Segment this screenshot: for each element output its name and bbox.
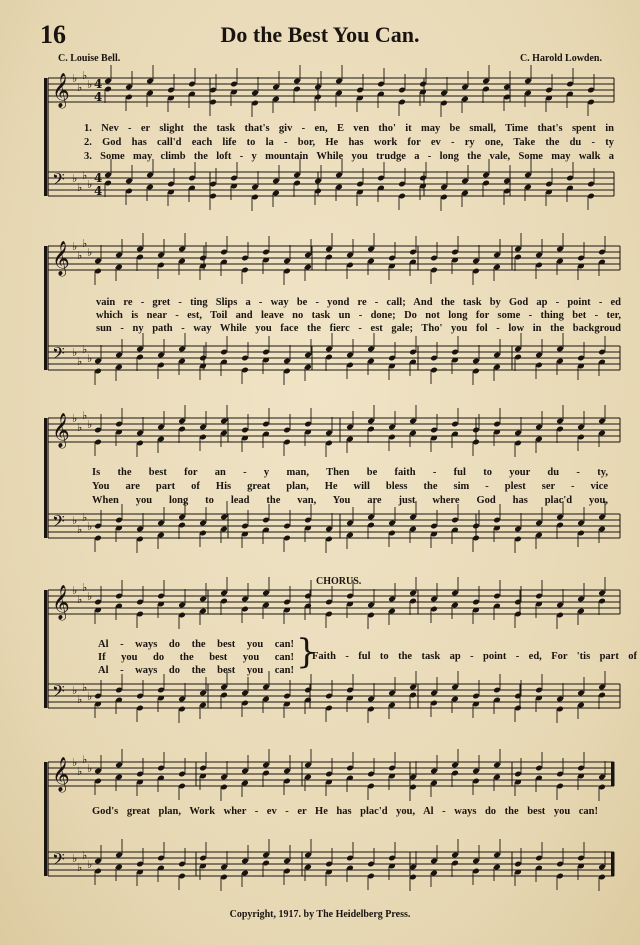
verse-line-2: which is near - est, Toil and leave no task un - done; Do not long for some - thing bet - ter,	[96, 310, 621, 321]
bass-clef-icon: 𝄢	[52, 511, 65, 535]
flat-icon: ♭	[82, 343, 88, 356]
flat-icon: ♭	[72, 72, 78, 85]
final-barline	[611, 762, 614, 786]
verse-line-3: 3. Some may climb the loft - y mountain While you trudge a - long the vale, Some may walk a	[84, 151, 614, 162]
treble-clef-icon: 𝄞	[52, 585, 70, 620]
flat-icon: ♭	[77, 249, 83, 262]
system-bracket	[44, 590, 47, 708]
chorus-verse-lines	[98, 638, 294, 677]
treble-clef-icon: 𝄞	[52, 757, 70, 792]
flat-icon: ♭	[87, 78, 93, 91]
bass-clef-icon: 𝄢	[52, 343, 65, 367]
system-bracket	[44, 78, 47, 196]
system-bracket	[44, 246, 47, 370]
composer-credit: C. Harold Lowden.	[519, 53, 602, 64]
flat-icon: ♭	[82, 169, 88, 182]
flat-icon: ♭	[72, 852, 78, 865]
system-bracket	[44, 762, 47, 876]
verse-line-1: 1. Nev - er slight the task that's giv - en, E ven tho' it may be small, Time that's spent in	[84, 123, 614, 134]
flat-icon: ♭	[82, 409, 88, 422]
flat-icon: ♭	[87, 858, 93, 871]
flat-icon: ♭	[82, 69, 88, 82]
chorus-brace: }	[296, 632, 318, 672]
system-bracket	[44, 418, 47, 538]
flat-icon: ♭	[72, 514, 78, 527]
flat-icon: ♭	[87, 246, 93, 259]
flat-icon: ♭	[72, 240, 78, 253]
time-signature: 4	[94, 184, 103, 198]
flat-icon: ♭	[82, 681, 88, 694]
flat-icon: ♭	[77, 81, 83, 94]
lyricist-credit: C. Louise Bell.	[58, 53, 121, 64]
flat-icon: ♭	[72, 412, 78, 425]
flat-icon: ♭	[87, 352, 93, 365]
flat-icon: ♭	[82, 237, 88, 250]
flat-icon: ♭	[87, 590, 93, 603]
hymn-title: Do the Best You Can.	[220, 22, 420, 47]
verse-line-1: Is the best for an - y man, Then be faith - ful to your du - ty,	[92, 467, 608, 478]
chorus-label: CHORUS.	[316, 576, 362, 587]
flat-icon: ♭	[72, 684, 78, 697]
flat-icon: ♭	[77, 421, 83, 434]
chorus-line-3: Al - ways do the best you can!	[98, 665, 294, 676]
flat-icon: ♭	[87, 520, 93, 533]
flat-icon: ♭	[87, 418, 93, 431]
bass-clef-icon: 𝄢	[52, 849, 65, 873]
flat-icon: ♭	[77, 523, 83, 536]
final-barline	[611, 852, 614, 876]
final-lyric-line: God's great plan, Work wher - ev - er He has plac'd you, Al - ways do the best you can!	[92, 806, 598, 817]
flat-icon: ♭	[77, 861, 83, 874]
flat-icon: ♭	[77, 355, 83, 368]
bass-clef-icon: 𝄢	[52, 169, 65, 193]
treble-clef-icon: 𝄞	[52, 73, 70, 108]
flat-icon: ♭	[72, 346, 78, 359]
bass-clef-icon: 𝄢	[52, 681, 65, 705]
flat-icon: ♭	[77, 593, 83, 606]
time-signature: 4	[94, 77, 103, 91]
flat-icon: ♭	[77, 693, 83, 706]
flat-icon: ♭	[82, 581, 88, 594]
flat-icon: ♭	[82, 753, 88, 766]
verse-line-3: When you long to lead the van, You are just where God has plac'd you,	[92, 495, 608, 506]
flat-icon: ♭	[87, 690, 93, 703]
copyright-notice: Copyright, 1917. by The Heidelberg Press.	[229, 909, 411, 920]
time-signature: 4	[94, 90, 103, 104]
verse-line-2: You are part of His great plan, He will bless the sim - plest ser - vice	[92, 481, 608, 492]
chorus-continuation: Faith - ful to the task ap - point - ed, For 'tis part of	[312, 651, 637, 662]
flat-icon: ♭	[87, 178, 93, 191]
flat-icon: ♭	[72, 756, 78, 769]
hymn-number: 16	[40, 20, 66, 49]
time-signature: 4	[94, 171, 103, 185]
flat-icon: ♭	[72, 584, 78, 597]
verse-line-3: sun - ny path - way While you face the fierc - est gale; Tho' you fol - low in the backgroud	[96, 323, 621, 334]
treble-clef-icon: 𝄞	[52, 413, 70, 448]
chorus-line-2: If you do the best you can!	[98, 652, 294, 663]
flat-icon: ♭	[77, 765, 83, 778]
flat-icon: ♭	[82, 511, 88, 524]
verse-line-1: vain re - gret - ting Slips a - way be - yond re - call; And the task by God ap - point - ed	[96, 297, 621, 308]
flat-icon: ♭	[87, 762, 93, 775]
treble-clef-icon: 𝄞	[52, 241, 70, 276]
verse-line-2: 2. God has call'd each life to la - bor, He has work for ev - ry one, Take the du - ty	[84, 137, 614, 148]
flat-icon: ♭	[72, 172, 78, 185]
chorus-line-1: Al - ways do the best you can!	[98, 639, 294, 650]
flat-icon: ♭	[82, 849, 88, 862]
flat-icon: ♭	[77, 181, 83, 194]
